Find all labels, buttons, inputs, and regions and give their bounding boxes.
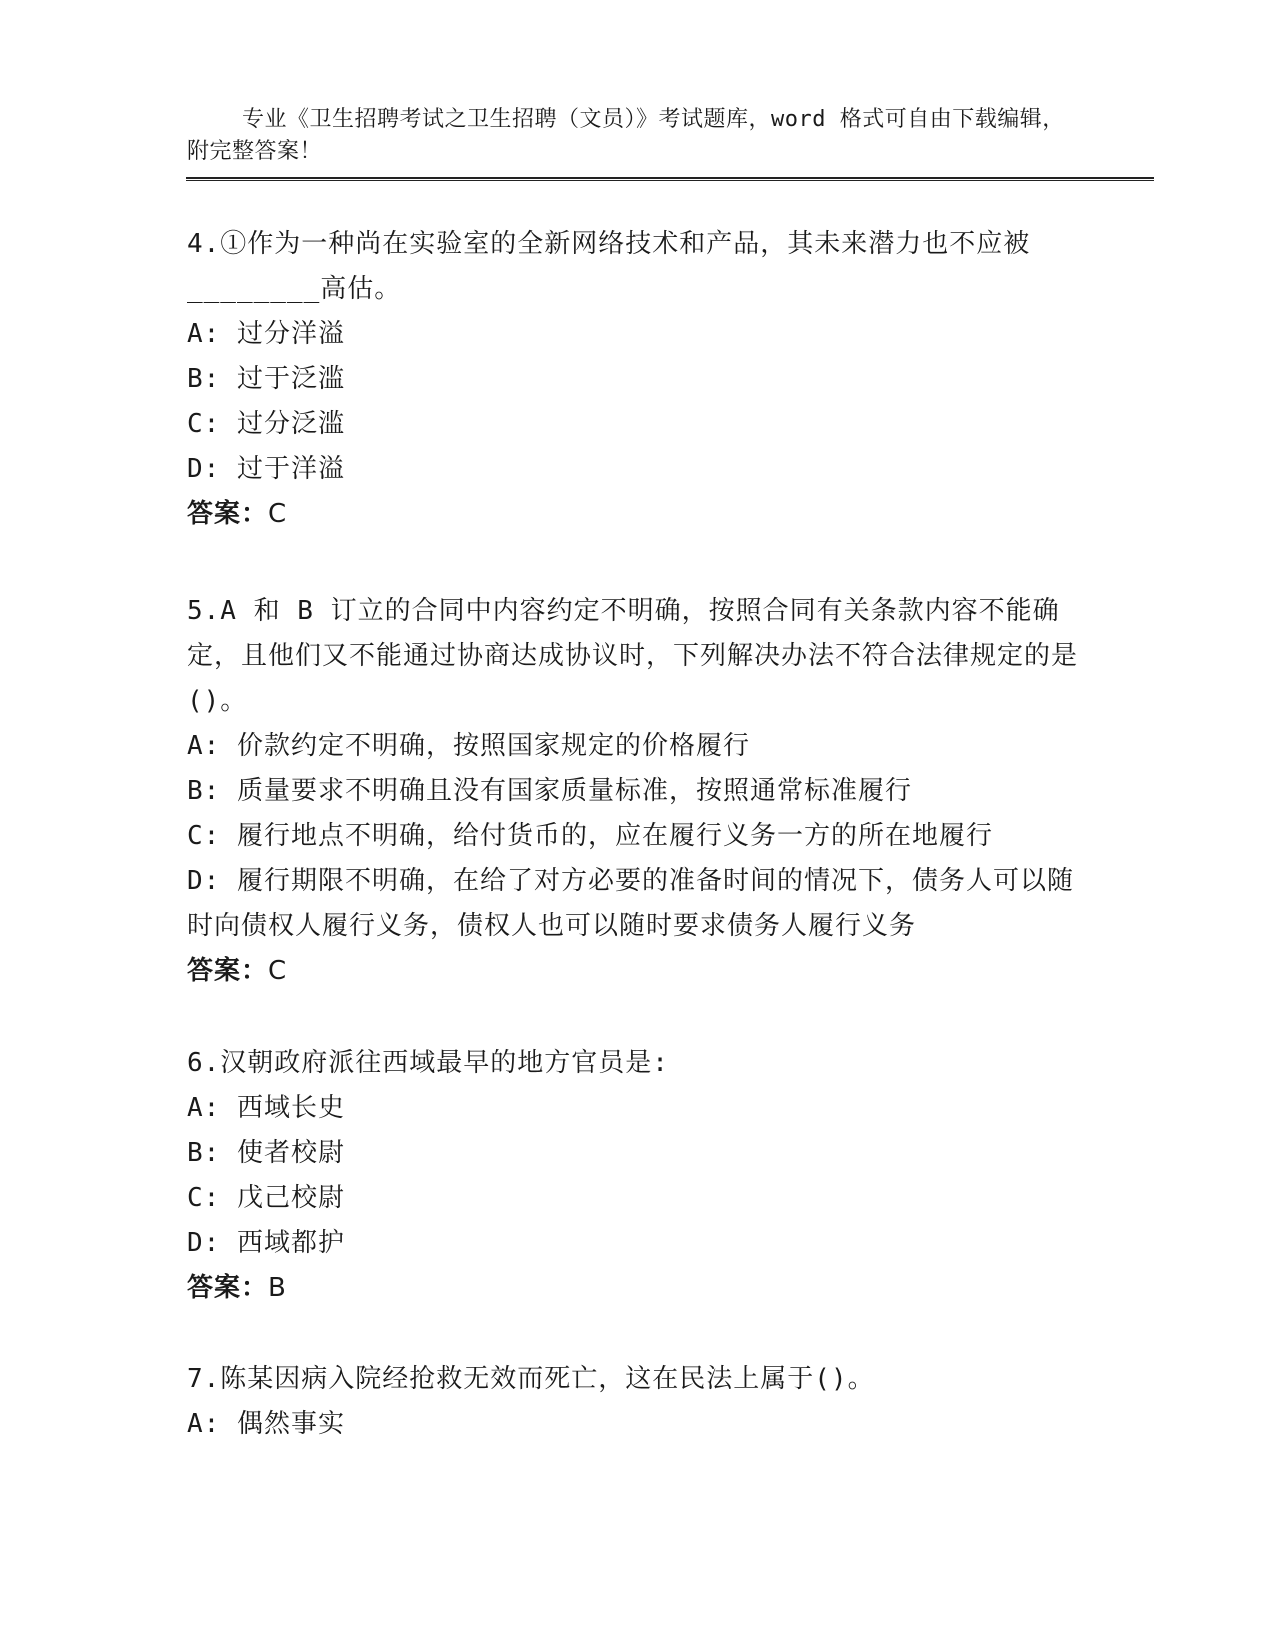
- question-text: 7.陈某因病入院经抢救无效而死亡，这在民法上属于()。: [187, 1364, 875, 1394]
- answer-value: C: [268, 956, 288, 986]
- option-a: A: 偶然事实: [187, 1409, 345, 1439]
- question-5: [187, 589, 1087, 994]
- question-text: 6.汉朝政府派往西域最早的地方官员是:: [187, 1048, 669, 1078]
- question-7: [187, 1357, 1087, 1447]
- option-c: C: 过分泛滥: [187, 409, 345, 439]
- option-b: B: 使者校尉: [187, 1138, 345, 1168]
- option-b: B: 质量要求不明确且没有国家质量标准，按照通常标准履行: [187, 776, 912, 806]
- option-c: C: 履行地点不明确，给付货币的，应在履行义务一方的所在地履行: [187, 821, 993, 851]
- answer-line: [187, 949, 1087, 994]
- answer-line: [187, 1266, 1087, 1311]
- question-text: 4.①作为一种尚在实验室的全新网络技术和产品，其未来潜力也不应被________高估。: [187, 229, 1031, 304]
- question-text: 5.A 和 B 订立的合同中内容约定不明确，按照合同有关条款内容不能确定，且他们又不能通过协商达成协议时，下列解决办法不符合法律规定的是()。: [187, 596, 1079, 716]
- option-a: A: 西域长史: [187, 1093, 345, 1123]
- answer-value: C: [268, 499, 288, 529]
- option-d: D: 西域都护: [187, 1228, 345, 1258]
- option-c: C: 戊己校尉: [187, 1183, 345, 1213]
- answer-label: 答案：: [187, 1273, 269, 1303]
- option-d: D: 过于洋溢: [187, 454, 345, 484]
- option-d: D: 履行期限不明确，在给了对方必要的准备时间的情况下，债务人可以随时向债权人履行义务，债权人也可以随时要求债务人履行义务: [187, 866, 1074, 941]
- header-divider: [186, 177, 1154, 181]
- option-a: A: 价款约定不明确，按照国家规定的价格履行: [187, 731, 750, 761]
- header-text: 专业《卫生招聘考试之卫生招聘（文员）》考试题库，word 格式可自由下载编辑，附完整答案！: [187, 107, 1065, 164]
- option-a: A: 过分洋溢: [187, 319, 345, 349]
- answer-label: 答案：: [187, 956, 269, 986]
- answer-label: 答案：: [187, 499, 269, 529]
- question-6: [187, 1041, 1087, 1311]
- answer-line: [187, 492, 1087, 537]
- question-4: [187, 222, 1087, 537]
- answer-value: B: [268, 1273, 287, 1303]
- option-b: B: 过于泛滥: [187, 364, 345, 394]
